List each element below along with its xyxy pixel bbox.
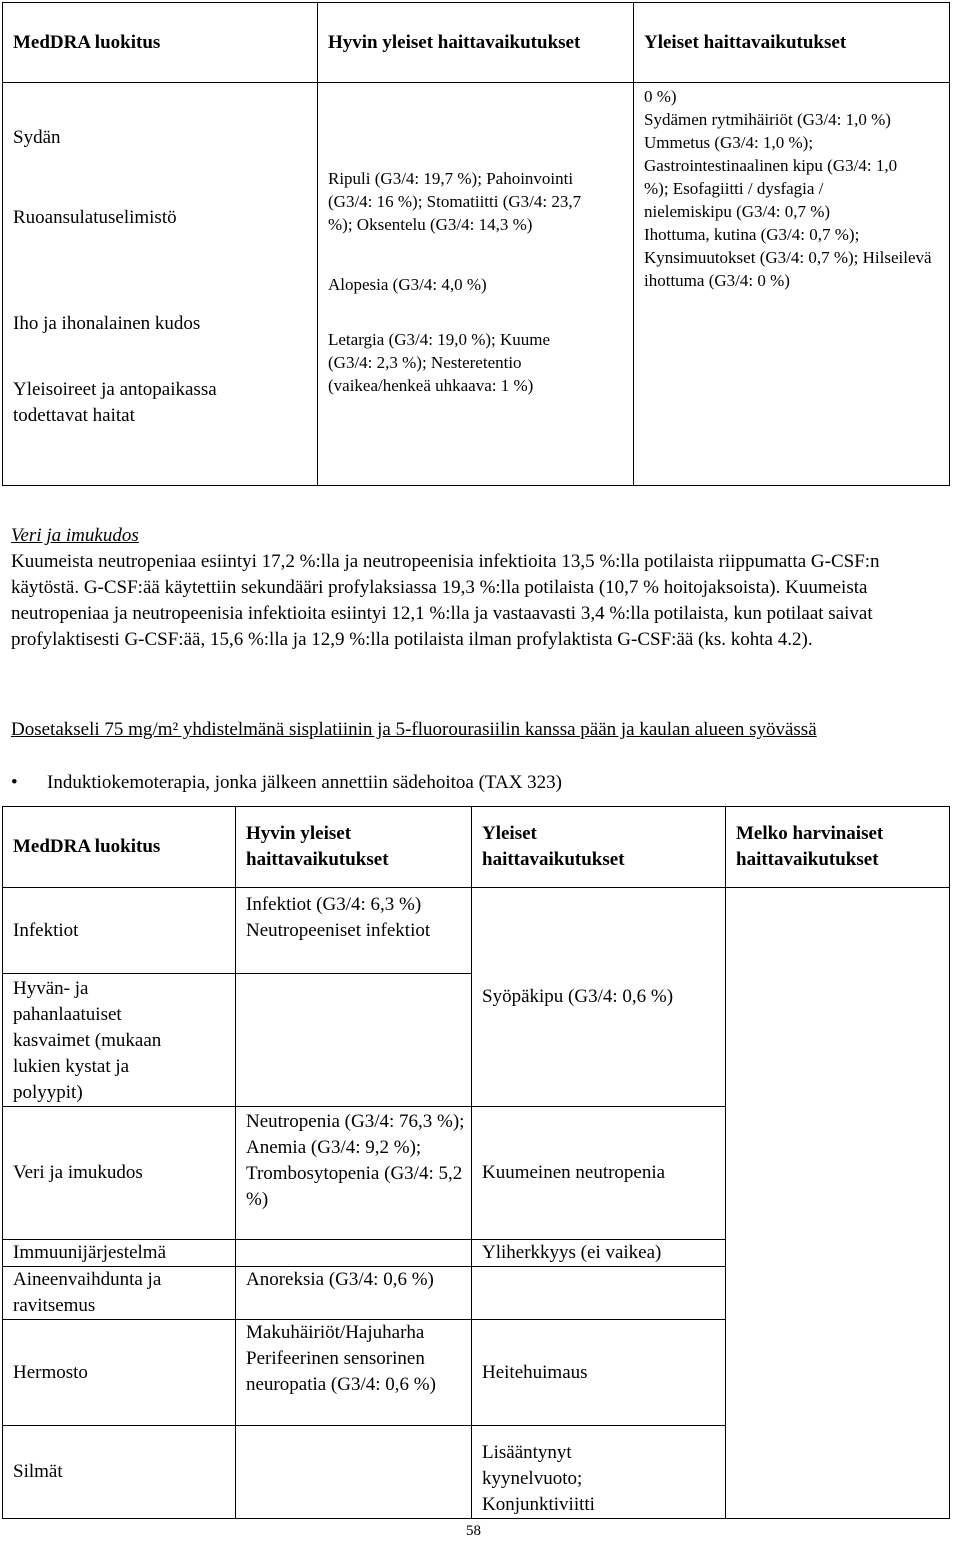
table-cell (236, 1240, 472, 1267)
table-cell (726, 888, 950, 1519)
organ-class-item: Ruoansulatuselimistö (13, 207, 177, 228)
table-row (3, 1267, 236, 1320)
effect-item: Heitehuimaus (482, 1361, 588, 1383)
table-cell (472, 1267, 726, 1320)
effect-item: 0 %) (644, 87, 677, 106)
table-cell (236, 1320, 472, 1426)
header-very-common (236, 807, 472, 888)
header-meddra (3, 3, 318, 83)
adverse-effects-table-1 (2, 2, 950, 486)
effect-item: Ripuli (G3/4: 19,7 %); Pahoinvointi (G3/4: 16 %); Stomatiitti (G3/4: 23,7 %); Oksentelu (G3/4: 14,3 %) (328, 169, 582, 234)
table-cell (472, 888, 726, 1107)
header-meddra (3, 807, 236, 888)
very-common-column (318, 83, 634, 486)
effect-item: Syöpäkipu (G3/4: 0,6 %) (482, 986, 674, 1007)
organ-class: Veri ja imukudos (13, 1162, 143, 1183)
table-row (3, 1426, 236, 1519)
organ-class: Silmät (13, 1461, 63, 1482)
header-common (472, 807, 726, 888)
table-row (3, 974, 236, 1107)
organ-class-item: Yleisoireet ja antopaikassa todettavat haitat (13, 379, 217, 426)
effect-item: Letargia (G3/4: 19,0 %); Kuume (G3/4: 2,3 %); Nesteretentio (vaikea/henkeä uhkaava: 1 %) (328, 330, 551, 395)
blood-text: Kuumeista neutropeniaa esiintyi 17,2 %:lla ja neutropeenisia infektioita 13,5 %:lla potilaista riippumatta G-CSF:n käytöstä. G-CSF:ää käytettiin sekundääri profylaksiassa 19,3 %:lla potilaista (10,7 % hoitojaksoista). Kuumeista neutropeniaa ja neutropeenisia infektioita esiintyi 12,1 %:lla ja vastaavasti 3,4 %:lla potilaista, kun potilaat saivat profylaktisesti G-CSF:ää, 15,6 %:lla ja 12,9 %:lla potilaista ilman profylaktista G-CSF:ää (ks. kohta 4.2). (11, 551, 880, 650)
table-cell (236, 1267, 472, 1320)
effect-item: Lisääntynyt kyynelvuoto; Konjunktiviitti (482, 1442, 595, 1515)
bullet-icon: • (11, 772, 18, 793)
organ-class-column (3, 83, 318, 486)
header-label: Yleiset haittavaikutukset (644, 31, 847, 53)
table-cell (236, 1426, 472, 1519)
header-label: Hyvin yleiset haittavaikutukset (246, 823, 389, 870)
header-label: Hyvin yleiset haittavaikutukset (328, 31, 581, 53)
effect-item: Anoreksia (G3/4: 0,6 %) (246, 1269, 434, 1290)
bullet-text: Induktiokemoterapia, jonka jälkeen annettiin sädehoitoa (TAX 323) (47, 772, 563, 793)
effect-item: Makuhäiriöt/Hajuharha Perifeerinen sensorinen neuropatia (G3/4: 0,6 %) (246, 1322, 436, 1395)
organ-class: Hermosto (13, 1361, 88, 1383)
organ-class-item: Sydän (13, 127, 61, 148)
table-cell (236, 974, 472, 1107)
common-column (634, 83, 950, 486)
header-label: Melko harvinaiset haittavaikutukset (736, 823, 884, 870)
effect-item: Ihottuma, kutina (G3/4: 0,7 %); Kynsimuutokset (G3/4: 0,7 %); Hilseilevä ihottuma (G3/4: 0 %) (644, 225, 932, 290)
organ-class: Hyvän- ja pahanlaatuiset kasvaimet (mukaan lukien kystat ja polyypit) (13, 978, 162, 1103)
blood-section (11, 523, 941, 653)
effect-item: Yliherkkyys (ei vaikea) (482, 1242, 662, 1263)
effect-item: Sydämen rytmihäiriöt (G3/4: 1,0 %) (644, 110, 891, 129)
organ-class-item: Iho ja ihonalainen kudos (13, 313, 201, 334)
header-uncommon (726, 807, 950, 888)
table-cell (236, 888, 472, 974)
header-very-common (318, 3, 634, 83)
organ-class: Immuunijärjestelmä (13, 1242, 167, 1263)
organ-class: Aineenvaihdunta ja ravitsemus (13, 1269, 162, 1316)
adverse-effects-table-2 (2, 806, 950, 1519)
header-label: MedDRA luokitus (13, 836, 161, 857)
header-label: Yleiset haittavaikutukset (482, 823, 625, 870)
effect-item: Kuumeinen neutropenia (482, 1162, 666, 1183)
header-common (634, 3, 950, 83)
header-label: MedDRA luokitus (13, 31, 161, 53)
table-cell (472, 1107, 726, 1240)
organ-class: Infektiot (13, 919, 79, 941)
table-cell (472, 1426, 726, 1519)
effect-item: Ummetus (G3/4: 1,0 %); Gastrointestinaalinen kipu (G3/4: 1,0 %); Esofagiitti / dysfagia / nielemiskipu (G3/4: 0,7 %) (644, 133, 898, 221)
table-row (3, 1107, 236, 1240)
blood-heading: Veri ja imukudos (11, 525, 139, 546)
page-number: 58 (466, 1523, 481, 1539)
table-row (3, 1240, 236, 1267)
table-cell (472, 1320, 726, 1426)
table-cell (472, 1240, 726, 1267)
section-heading: Dosetakseli 75 mg/m² yhdistelmänä sisplatiinin ja 5-fluorourasiilin kanssa pään ja kaulan alueen syövässä (11, 719, 817, 740)
table-row (3, 888, 236, 974)
effect-item: Neutropenia (G3/4: 76,3 %); Anemia (G3/4: 9,2 %); Trombosytopenia (G3/4: 5,2 %) (246, 1111, 465, 1210)
effect-item: Alopesia (G3/4: 4,0 %) (328, 275, 487, 294)
effect-item: Infektiot (G3/4: 6,3 %) Neutropeeniset infektiot (246, 894, 431, 941)
table-row (3, 1320, 236, 1426)
table-cell (236, 1107, 472, 1240)
